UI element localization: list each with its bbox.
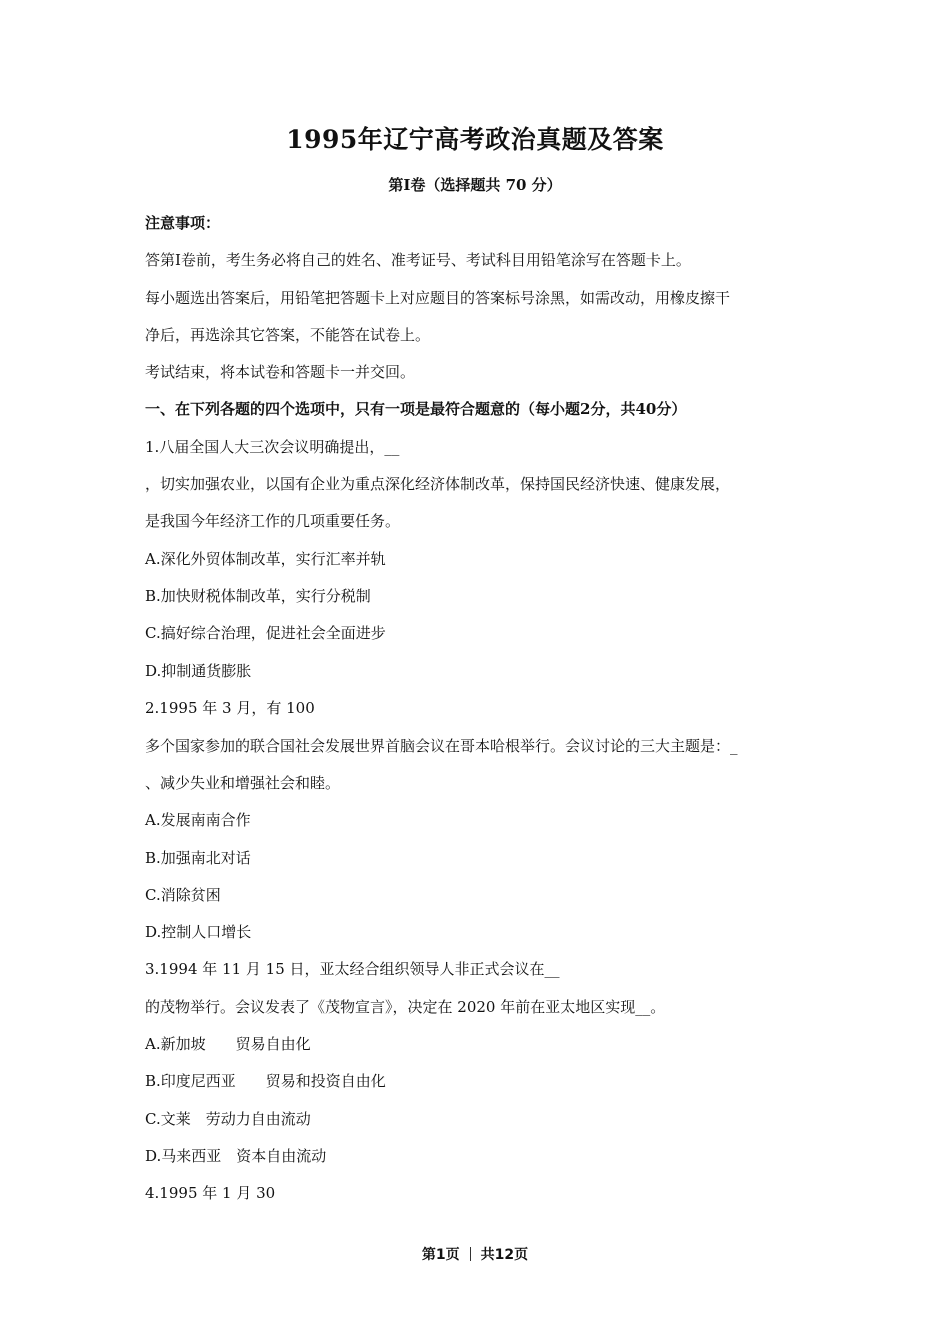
question-1-line-1: 1.八届全国人大三次会议明确提出，__ xyxy=(145,438,400,456)
page-footer xyxy=(0,1244,950,1264)
notice-text-2b: 净后，再选涂其它答案，不能答在试卷上。 xyxy=(145,326,431,344)
notice-text-2a: 每小题选出答案后，用铅笔把答题卡上对应题目的答案标号涂黑，如需改动，用橡皮擦干 xyxy=(145,289,731,307)
question-4-line-1: 4.1995 年 1 月 30 xyxy=(145,1184,276,1202)
question-3-line-1: 3.1994 年 11 月 15 日，亚太经合组织领导人非正式会议在__ xyxy=(145,960,560,978)
question-2-option-d: D.控制人口增长 xyxy=(145,923,252,941)
question-3-option-c: C.文莱 劳动力自由流动 xyxy=(145,1110,311,1128)
page-number-total: 共12页 xyxy=(480,1247,529,1263)
section-title: 第Ⅰ卷（选择题共 70 分） xyxy=(388,176,562,194)
question-3-option-a: A.新加坡 贸易自由化 xyxy=(145,1035,311,1053)
notice-heading: 注意事项： xyxy=(145,214,221,232)
notice-text-3: 考试结束，将本试卷和答题卡一并交回。 xyxy=(145,363,416,381)
notice-text-1: 答第Ⅰ卷前，考生务必将自己的姓名、准考证号、考试科目用铅笔涂写在答题卡上。 xyxy=(145,251,691,269)
question-1-line-3: 是我国今年经济工作的几项重要任务。 xyxy=(145,512,401,530)
question-1-option-c: C.搞好综合治理，促进社会全面进步 xyxy=(145,624,386,642)
document-title: 1995年辽宁高考政治真题及答案 xyxy=(286,125,664,154)
part1-heading: 一、在下列各题的四个选项中，只有一项是最符合题意的（每小题2分，共40分） xyxy=(145,400,687,418)
question-2-option-b: B.加强南北对话 xyxy=(145,849,251,867)
question-1-option-b: B.加快财税体制改革，实行分税制 xyxy=(145,587,371,605)
question-1-option-a: A.深化外贸体制改革，实行汇率并轨 xyxy=(145,550,386,568)
page-number-current: 第1页 xyxy=(421,1247,460,1263)
question-3-option-b: B.印度尼西亚 贸易和投资自由化 xyxy=(145,1072,386,1090)
question-2-line-1: 2.1995 年 3 月，有 100 xyxy=(145,699,315,717)
question-3-option-d: D.马来西亚 资本自由流动 xyxy=(145,1147,327,1165)
footer-divider xyxy=(470,1247,471,1261)
question-2-line-2: 多个国家参加的联合国社会发展世界首脑会议在哥本哈根举行。会议讨论的三大主题是：_ xyxy=(145,737,738,755)
question-2-line-3: 、减少失业和增强社会和睦。 xyxy=(145,774,341,792)
question-3-line-2: 的茂物举行。会议发表了《茂物宣言》，决定在 2020 年前在亚太地区实现__。 xyxy=(145,998,666,1016)
question-1-line-2: ，切实加强农业，以国有企业为重点深化经济体制改革，保持国民经济快速、健康发展， xyxy=(145,475,731,493)
question-2-option-a: A.发展南南合作 xyxy=(145,811,251,829)
question-1-option-d: D.抑制通货膨胀 xyxy=(145,662,252,680)
question-2-option-c: C.消除贫困 xyxy=(145,886,221,904)
